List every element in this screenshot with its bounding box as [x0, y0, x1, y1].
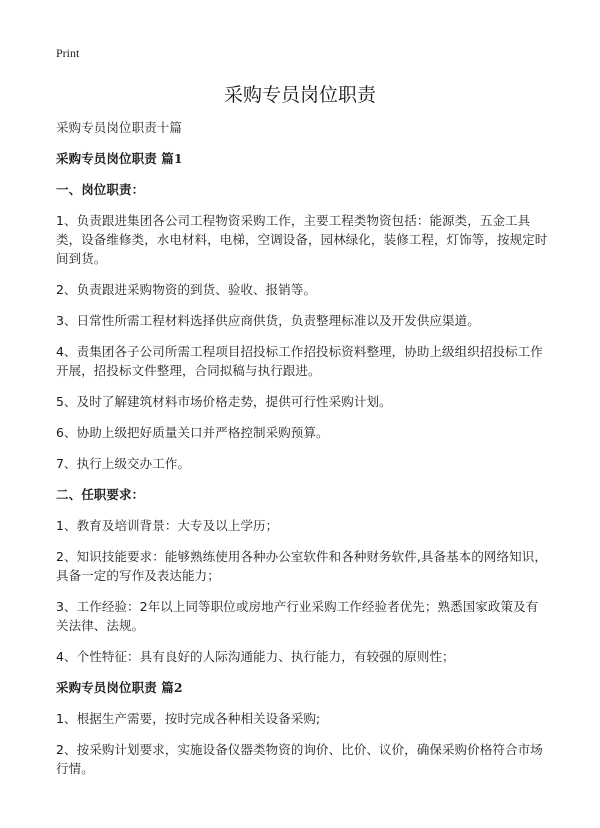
- list-item: 7、执行上级交办工作。: [56, 456, 191, 471]
- list-item: 1、教育及培训背景：大专及以上学历；: [56, 518, 279, 533]
- document-subtitle: 采购专员岗位职责十篇: [56, 120, 183, 135]
- list-item: 5、及时了解建筑材料市场价格走势，提供可行性采购计划。: [56, 394, 392, 409]
- section-title-1: 采购专员岗位职责 篇1: [56, 151, 183, 166]
- list-item: 3、日常性所需工程材料选择供应商供货，负责整理标准以及开发供应渠道。: [56, 313, 480, 328]
- list-item: 6、协助上级把好质量关口并严格控制采购预算。: [56, 425, 329, 440]
- list-item: 2、知识技能要求：能够熟练使用各种办公室软件和各种财务软件,具备基本的网络知识，具备一定的写作及表达能力；: [56, 549, 547, 583]
- list-item: 4、责集团各子公司所需工程项目招投标工作招投标资料整理，协助上级组织招投标工作开展，招投标文件整理，合同拟稿与执行跟进。: [56, 344, 543, 378]
- list-item: 1、负责跟进集团各公司工程物资采购工作，主要工程类物资包括：能源类，五金工具类，设备维修类，水电材料，电梯，空调设备，园林绿化，装修工程，灯饰等，按规定时间到货。: [56, 213, 548, 266]
- list-item: 3、工作经验：2年以上同等职位或房地产行业采购工作经验者优先；熟悉国家政策及有关法律、法规。: [56, 599, 539, 633]
- document-body: [56, 118, 550, 790]
- print-label: Print: [56, 46, 80, 60]
- list-item: 2、按采购计划要求，实施设备仪器类物资的询价、比价、议价，确保采购价格符合市场行情。: [56, 742, 543, 776]
- list-item: 4、个性特征：具有良好的人际沟通能力、执行能力，有较强的原则性；: [56, 649, 455, 664]
- block-heading-duties: 一、岗位职责：: [56, 182, 145, 197]
- block-heading-requirements: 二、任职要求：: [56, 487, 145, 502]
- document-title: 采购专员岗位职责: [223, 84, 376, 106]
- section-title-2: 采购专员岗位职责 篇2: [56, 680, 183, 695]
- list-item: 2、负责跟进采购物资的到货、验收、报销等。: [56, 282, 317, 297]
- list-item: 1、根据生产需要，按时完成各种相关设备采购;: [56, 711, 321, 726]
